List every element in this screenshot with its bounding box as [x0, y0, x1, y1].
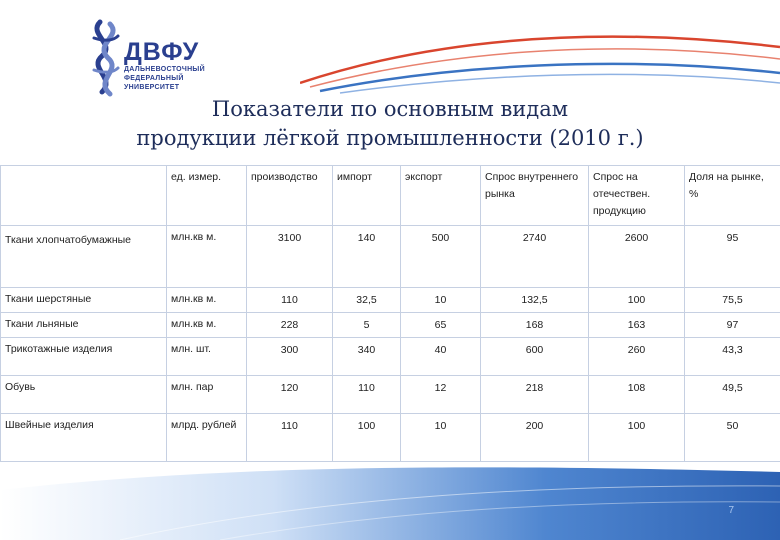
- table-row: [1, 376, 780, 414]
- value-cell: 300: [247, 338, 333, 376]
- value-cell: 100: [589, 414, 685, 462]
- value-cell: 49,5: [685, 376, 780, 414]
- row-label: Ткани шерстяные: [1, 288, 167, 313]
- value-cell: 140: [333, 226, 401, 288]
- header-cell: Спрос на отечествен. продукцию: [589, 166, 685, 226]
- table-row: [1, 414, 780, 462]
- decorative-ribbon: [300, 25, 780, 95]
- unit-cell: млн. шт.: [167, 338, 247, 376]
- data-table: [0, 165, 780, 462]
- value-cell: 32,5: [333, 288, 401, 313]
- header-cell: Спрос внутреннего рынка: [481, 166, 589, 226]
- value-cell: 3100: [247, 226, 333, 288]
- value-cell: 218: [481, 376, 589, 414]
- row-label: Швейные изделия: [1, 414, 167, 462]
- value-cell: 2740: [481, 226, 589, 288]
- row-label: Ткани льняные: [1, 313, 167, 338]
- logo-subtitle-2: ФЕДЕРАЛЬНЫЙ: [124, 75, 184, 82]
- table-row: [1, 288, 780, 313]
- value-cell: 10: [401, 414, 481, 462]
- value-cell: 100: [589, 288, 685, 313]
- value-cell: 10: [401, 288, 481, 313]
- value-cell: 110: [247, 288, 333, 313]
- unit-cell: млрд. рублей: [167, 414, 247, 462]
- table-row: [1, 226, 780, 288]
- value-cell: 40: [401, 338, 481, 376]
- row-label: Обувь: [1, 376, 167, 414]
- table-row: [1, 313, 780, 338]
- page-number: 7: [728, 505, 734, 516]
- title-line-2: продукции лёгкой промышленности (2010 г.): [136, 126, 644, 150]
- page-title: [0, 95, 780, 153]
- value-cell: 340: [333, 338, 401, 376]
- header-row: [1, 166, 780, 226]
- header-cell: [1, 166, 167, 226]
- value-cell: 75,5: [685, 288, 780, 313]
- value-cell: 100: [333, 414, 401, 462]
- bottom-band: [0, 460, 780, 540]
- value-cell: 95: [685, 226, 780, 288]
- unit-cell: млн.кв м.: [167, 288, 247, 313]
- logo-subtitle-3: УНИВЕРСИТЕТ: [124, 84, 180, 91]
- value-cell: 12: [401, 376, 481, 414]
- value-cell: 108: [589, 376, 685, 414]
- value-cell: 168: [481, 313, 589, 338]
- header-cell: производство: [247, 166, 333, 226]
- table-row: [1, 338, 780, 376]
- value-cell: 132,5: [481, 288, 589, 313]
- header-cell: Доля на рынке, %: [685, 166, 780, 226]
- value-cell: 5: [333, 313, 401, 338]
- value-cell: 65: [401, 313, 481, 338]
- logo-name: ДВФУ: [124, 38, 200, 66]
- value-cell: 200: [481, 414, 589, 462]
- header-cell: ед. измер.: [167, 166, 247, 226]
- logo-text: [124, 40, 205, 92]
- value-cell: 50: [685, 414, 780, 462]
- row-label: Ткани хлопчатобумажные: [1, 226, 167, 288]
- row-label: Трикотажные изделия: [1, 338, 167, 376]
- value-cell: 600: [481, 338, 589, 376]
- value-cell: 2600: [589, 226, 685, 288]
- value-cell: 120: [247, 376, 333, 414]
- unit-cell: млн.кв м.: [167, 313, 247, 338]
- value-cell: 260: [589, 338, 685, 376]
- value-cell: 110: [333, 376, 401, 414]
- unit-cell: млн. пар: [167, 376, 247, 414]
- title-line-1: Показатели по основным видам: [211, 97, 569, 121]
- header-cell: импорт: [333, 166, 401, 226]
- header-cell: экспорт: [401, 166, 481, 226]
- value-cell: 97: [685, 313, 780, 338]
- value-cell: 110: [247, 414, 333, 462]
- value-cell: 228: [247, 313, 333, 338]
- value-cell: 43,3: [685, 338, 780, 376]
- unit-cell: млн.кв м.: [167, 226, 247, 288]
- value-cell: 500: [401, 226, 481, 288]
- logo-subtitle-1: ДАЛЬНЕВОСТОЧНЫЙ: [124, 66, 205, 73]
- value-cell: 163: [589, 313, 685, 338]
